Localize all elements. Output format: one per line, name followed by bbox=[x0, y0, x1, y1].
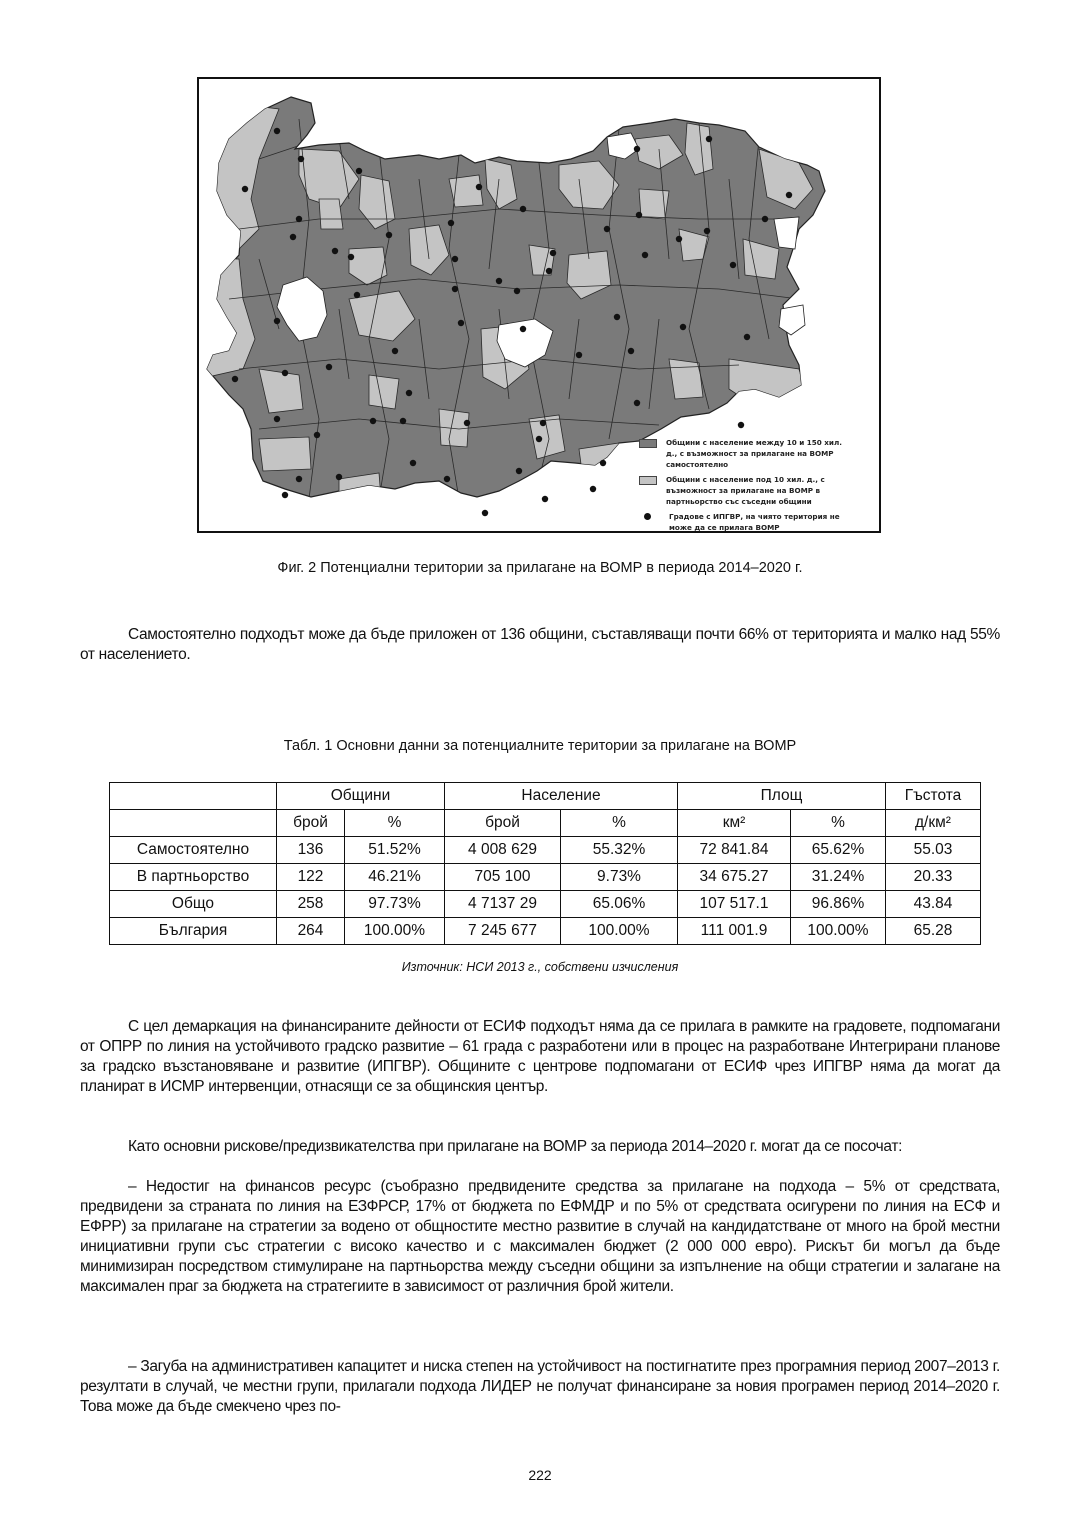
legend-item-self bbox=[639, 437, 879, 470]
table-cell: 31.24% bbox=[791, 864, 886, 891]
table-group-header-row bbox=[110, 783, 981, 810]
table-cell: 4 7137 29 bbox=[445, 891, 561, 918]
table-cell: 9.73% bbox=[561, 864, 678, 891]
legend-label: Общини с население между 10 и 150 хил. д., с възможност за прилагане на ВОМР самостоятелно bbox=[666, 438, 842, 469]
table-header-cell: % bbox=[345, 810, 445, 837]
data-table bbox=[109, 782, 981, 945]
table-cell: В партньорство bbox=[110, 864, 277, 891]
table-header-cell: км² bbox=[678, 810, 791, 837]
table-cell: 258 bbox=[277, 891, 345, 918]
legend-item-partner bbox=[639, 474, 879, 507]
paragraph bbox=[80, 1357, 1000, 1417]
page-number: 222 bbox=[528, 1467, 552, 1483]
table-cell: 34 675.27 bbox=[678, 864, 791, 891]
table-header-cell: Общини bbox=[277, 783, 445, 810]
table-cell: 111 001.9 bbox=[678, 918, 791, 945]
paragraph-text: Като основни рискове/предизвикателства при прилагане на ВОМР за периода 2014–2020 г. могат да се посочат: bbox=[128, 1138, 903, 1155]
table-header-cell: % bbox=[561, 810, 678, 837]
table-header-cell: Площ bbox=[678, 783, 886, 810]
table-source: Източник: НСИ 2013 г., собствени изчисления bbox=[401, 960, 679, 974]
table-cell: 55.03 bbox=[886, 837, 981, 864]
table-cell: 7 245 677 bbox=[445, 918, 561, 945]
table-header-cell: брой bbox=[277, 810, 345, 837]
paragraph-text: С цел демаркация на финансираните дейности от ЕСИФ подходът няма да се прилага в рамките на градовете, подпомагани от ОПРР по линия на устойчивото градско развитие – 61 града с разработени или в процес на разработване Интегрирани планове за градско възстановяване и развитие (ИПГВР). Общините с центрове подпомагани от ЕСИФ чрез ИПГВР няма да могат да планират в ИСМР интервенции, отнасящи се за общинския център. bbox=[80, 1018, 1000, 1095]
paragraph bbox=[80, 1017, 1000, 1097]
table-cell: 705 100 bbox=[445, 864, 561, 891]
table-header-cell bbox=[110, 810, 277, 837]
light-gray-swatch-icon bbox=[639, 476, 657, 485]
table-cell: 100.00% bbox=[345, 918, 445, 945]
table-cell: България bbox=[110, 918, 277, 945]
dark-gray-swatch-icon bbox=[639, 439, 657, 448]
table-cell: 51.52% bbox=[345, 837, 445, 864]
table-cell: 65.06% bbox=[561, 891, 678, 918]
table-cell: 100.00% bbox=[791, 918, 886, 945]
table-header-cell: Население bbox=[445, 783, 678, 810]
table-cell: 122 bbox=[277, 864, 345, 891]
table-cell: 264 bbox=[277, 918, 345, 945]
paragraph bbox=[80, 625, 1000, 665]
table-header-cell: брой bbox=[445, 810, 561, 837]
paragraph bbox=[80, 1137, 1000, 1157]
table-cell: 65.62% bbox=[791, 837, 886, 864]
paragraph bbox=[80, 1177, 1000, 1297]
paragraph-text: Самостоятелно подходът може да бъде приложен от 136 общини, съставляващи почти 66% от територията и малко над 55% от населението. bbox=[80, 626, 1000, 663]
paragraph-text: – Недостиг на финансов ресурс (съобразно предвидените средства за прилагане на подхода – 5% от средствата, предвидени за страната по линия на ЕЗФРСР, 17% от бюджета по ЕФМДР и по 5% от средствата осигурени по линия на ЕСФ и ЕФРР) за прилагане на стратегии за водено от общностите местно развитие в случай на кандидатстване от много на брой местни инициативни групи със стратегии с високо качество и с максимален бюджет (2 000 000 евро). Рискът би могъл да бъде минимизиран посредством стимулиране на партньорства между съседни общини за изпълнение на общи стратегии и залагане на максимален праг за бюджета на стратегиите в зависимост от различния брой жители. bbox=[80, 1178, 1000, 1295]
table-cell: 4 008 629 bbox=[445, 837, 561, 864]
table-header-cell: д/км² bbox=[886, 810, 981, 837]
table-cell: 107 517.1 bbox=[678, 891, 791, 918]
table-row bbox=[110, 918, 981, 945]
table-cell: 136 bbox=[277, 837, 345, 864]
table-sub-header-row bbox=[110, 810, 981, 837]
table-header-cell bbox=[110, 783, 277, 810]
table-cell: 46.21% bbox=[345, 864, 445, 891]
table-row bbox=[110, 864, 981, 891]
legend-label: Градове с ИПГВР, на чиято територия не може да се прилага ВОМР bbox=[669, 512, 840, 532]
figure-caption: Фиг. 2 Потенциални територии за прилагане на ВОМР в периода 2014–2020 г. bbox=[277, 560, 803, 576]
map-figure bbox=[197, 77, 881, 533]
city-dot-icon bbox=[644, 513, 651, 520]
table-cell: 55.32% bbox=[561, 837, 678, 864]
table-cell: 97.73% bbox=[345, 891, 445, 918]
table-header-cell: % bbox=[791, 810, 886, 837]
paragraph-text: – Загуба на административен капацитет и ниска степен на устойчивост на постигнатите през програмния период 2007–2013 г. резултати в случай, че местни групи, прилагали подхода ЛИДЕР не получат финансиране за новия програмен период 2014–2020 г. Това може да бъде смекчено чрез по- bbox=[80, 1358, 1000, 1415]
table-cell: 20.33 bbox=[886, 864, 981, 891]
table-cell: 96.86% bbox=[791, 891, 886, 918]
legend-item-cities bbox=[639, 511, 879, 533]
table-cell: 100.00% bbox=[561, 918, 678, 945]
map-legend bbox=[639, 437, 879, 533]
table-cell: 72 841.84 bbox=[678, 837, 791, 864]
table-cell: Самостоятелно bbox=[110, 837, 277, 864]
legend-label: Общини с население под 10 хил. д., с възможност за прилагане на ВОМР в партньорство със съседни общини bbox=[666, 475, 825, 506]
table-row bbox=[110, 891, 981, 918]
table-cell: 65.28 bbox=[886, 918, 981, 945]
table-cell: Общо bbox=[110, 891, 277, 918]
table-caption: Табл. 1 Основни данни за потенциалните територии за прилагане на ВОМР bbox=[283, 738, 797, 754]
table-row bbox=[110, 837, 981, 864]
table-header-cell: Гъстота bbox=[886, 783, 981, 810]
table-cell: 43.84 bbox=[886, 891, 981, 918]
